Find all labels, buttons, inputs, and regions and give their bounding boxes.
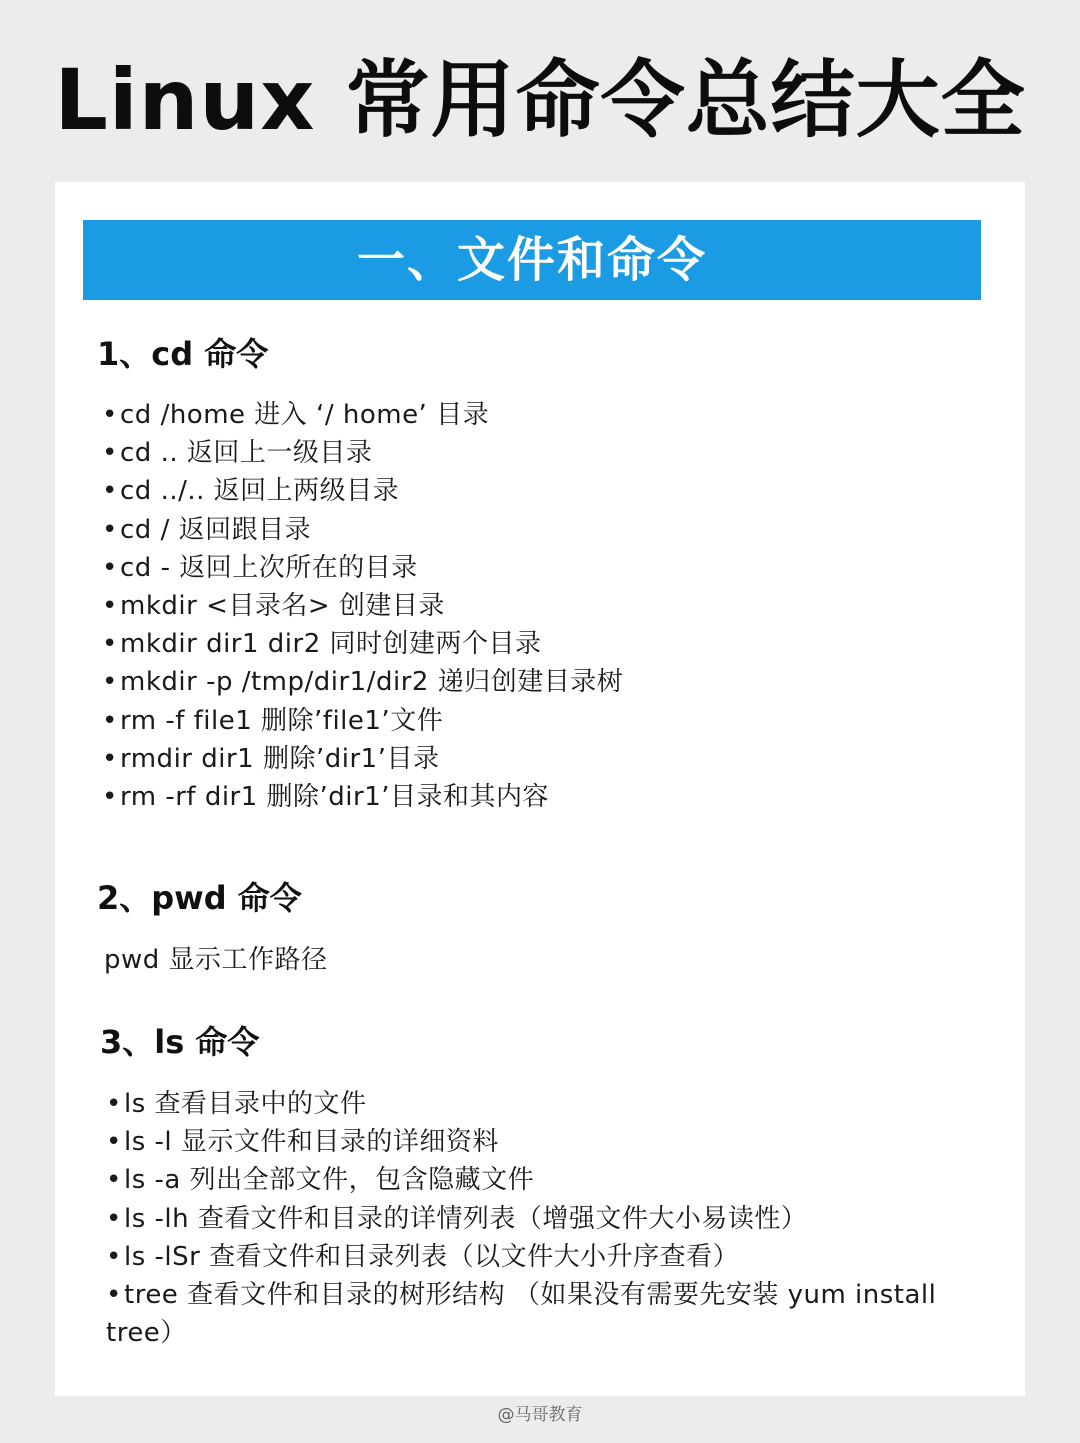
section-banner: 一、文件和命令 <box>83 220 981 300</box>
list-item <box>102 434 623 472</box>
bullet: • <box>102 629 118 660</box>
cd-command-list <box>102 396 623 816</box>
list-item <box>106 1085 1011 1123</box>
item-text: mkdir <目录名> 创建目录 <box>120 591 445 622</box>
item-text: cd /home 进入 ‘/ home’ 目录 <box>120 400 490 430</box>
ls-command-list <box>106 1085 1011 1352</box>
list-item <box>102 625 623 663</box>
bullet: • <box>102 476 118 507</box>
item-text: tree 查看文件和目录的树形结构 （如果没有需要先安装 yum install tree） <box>106 1280 937 1349</box>
item-text: rmdir dir1 删除’dir1’目录 <box>120 743 440 774</box>
footer-attribution: @马哥教育 <box>497 1405 583 1425</box>
bullet: • <box>106 1203 122 1234</box>
item-text: ls -a 列出全部文件，包含隐藏文件 <box>124 1165 535 1196</box>
list-item <box>106 1161 1011 1199</box>
item-text: mkdir -p /tmp/dir1/dir2 递归创建目录树 <box>120 667 624 698</box>
list-item <box>102 511 623 549</box>
item-text: cd .. 返回上一级目录 <box>120 438 373 469</box>
item-text: rm -rf dir1 删除’dir1’目录和其内容 <box>120 782 550 813</box>
bullet: • <box>102 400 118 430</box>
item-text: ls -l 显示文件和目录的详细资料 <box>124 1127 499 1158</box>
list-item <box>106 1238 1011 1276</box>
item-text: cd / 返回跟目录 <box>120 514 312 545</box>
list-item <box>106 1276 1011 1352</box>
item-text: rm -f file1 删除’file1’文件 <box>120 705 444 736</box>
bullet: • <box>102 552 118 583</box>
content-card <box>55 182 1025 1396</box>
list-item <box>102 396 623 434</box>
list-item <box>102 663 623 701</box>
bullet: • <box>102 705 118 736</box>
list-item <box>102 778 623 816</box>
bullet: • <box>106 1241 122 1272</box>
page-title: Linux 常用命令总结大全 <box>54 51 1026 149</box>
list-item <box>102 587 623 625</box>
bullet: • <box>102 782 118 813</box>
pwd-description: pwd 显示工作路径 <box>104 945 328 975</box>
bullet: • <box>106 1165 122 1196</box>
list-item <box>102 702 623 740</box>
bullet: • <box>106 1089 122 1119</box>
bullet: • <box>102 667 118 698</box>
list-item <box>106 1200 1011 1238</box>
bullet: • <box>102 438 118 469</box>
section-heading-pwd: 2、pwd 命令 <box>97 879 302 917</box>
bullet: • <box>102 591 118 622</box>
bullet: • <box>106 1280 122 1311</box>
list-item <box>102 740 623 778</box>
item-text: ls -lSr 查看文件和目录列表（以文件大小升序查看） <box>124 1241 740 1272</box>
bullet: • <box>102 514 118 545</box>
item-text: cd ../.. 返回上两级目录 <box>120 476 400 507</box>
list-item <box>102 472 623 510</box>
bullet: • <box>106 1127 122 1158</box>
bullet: • <box>102 743 118 774</box>
section-heading-ls: 3、ls 命令 <box>100 1023 260 1061</box>
list-item <box>102 549 623 587</box>
item-text: cd - 返回上次所在的目录 <box>120 552 418 583</box>
item-text: ls -lh 查看文件和目录的详情列表（增强文件大小易读性） <box>124 1203 808 1234</box>
list-item <box>106 1123 1011 1161</box>
section-heading-cd: 1、cd 命令 <box>97 335 269 373</box>
item-text: mkdir dir1 dir2 同时创建两个目录 <box>120 629 542 660</box>
item-text: ls 查看目录中的文件 <box>124 1089 367 1119</box>
